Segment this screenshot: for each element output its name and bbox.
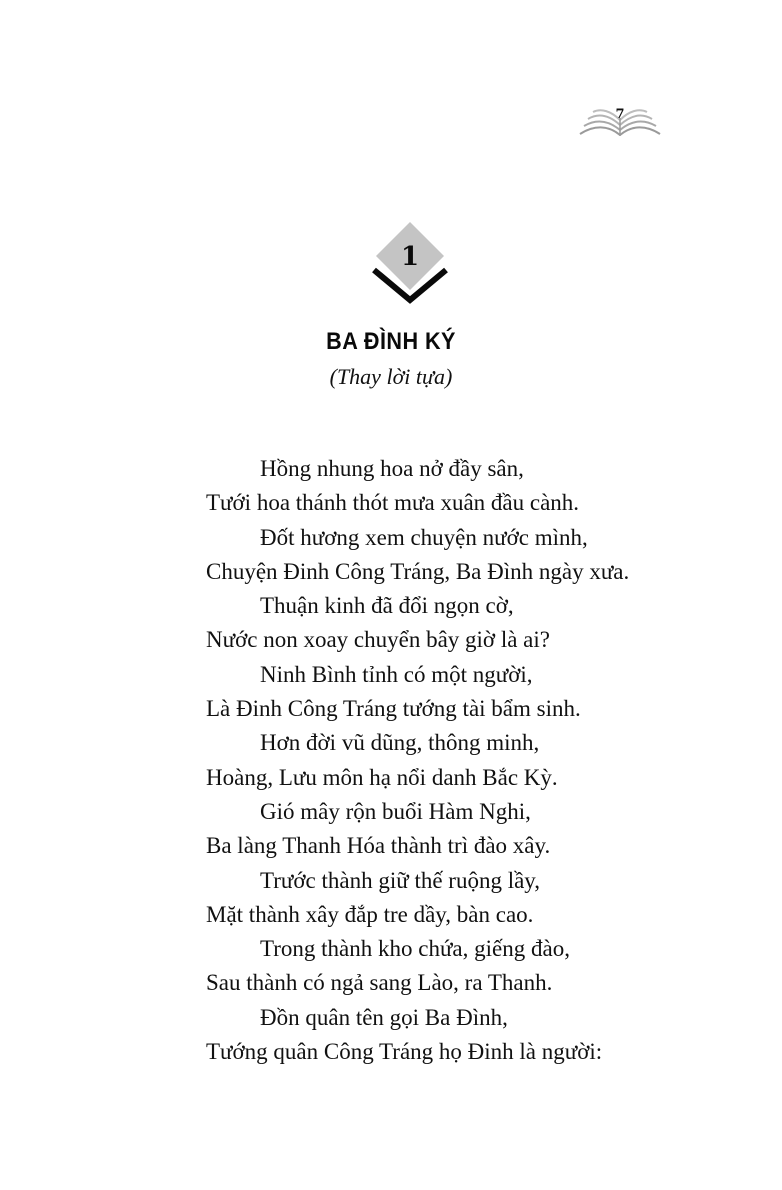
poem-line: Là Đinh Công Tráng tướng tài bẩm sinh. (206, 696, 581, 722)
poem (206, 452, 726, 1069)
poem-line: Hồng nhung hoa nở đầy sân, (260, 456, 524, 481)
chapter-subtitle: (Thay lời tựa) (329, 364, 453, 389)
poem-line: Hơn đời vũ dũng, thông minh, (260, 730, 540, 756)
page-number: 7 (615, 107, 625, 122)
poem-line: Đồn quân tên gọi Ba Đình, (260, 1004, 508, 1030)
poem-line: Tướng quân Công Tráng họ Đinh là người: (206, 1039, 603, 1065)
poem-line: Ba làng Thanh Hóa thành trì đào xây. (206, 833, 551, 859)
page-number-ornament (576, 92, 668, 148)
poem-line: Mặt thành xây đắp tre dầy, bàn cao. (206, 901, 534, 927)
chapter-badge (364, 218, 456, 310)
poem-line: Trong thành kho chứa, giếng đào, (260, 936, 570, 962)
poem-line: Sau thành có ngả sang Lào, ra Thanh. (206, 970, 553, 996)
poem-line: Tưới hoa thánh thót mưa xuân đầu cành. (206, 490, 580, 516)
chapter-number: 1 (400, 242, 420, 272)
poem-line: Gió mây rộn buổi Hàm Nghi, (260, 798, 531, 824)
poem-line: Chuyện Đinh Công Tráng, Ba Đình ngày xưa. (206, 558, 630, 584)
poem-line: Trước thành giữ thế ruộng lầy, (260, 867, 541, 893)
chapter-title: BA ĐÌNH KÝ (326, 328, 456, 355)
poem-line: Đốt hương xem chuyện nước mình, (260, 524, 588, 550)
poem-line: Hoàng, Lưu môn hạ nổi danh Bắc Kỳ. (206, 764, 558, 790)
poem-line: Thuận kinh đã đổi ngọn cờ, (260, 593, 514, 619)
poem-line: Ninh Bình tỉnh có một người, (260, 661, 533, 687)
poem-line: Nước non xoay chuyển bây giờ là ai? (206, 627, 550, 653)
